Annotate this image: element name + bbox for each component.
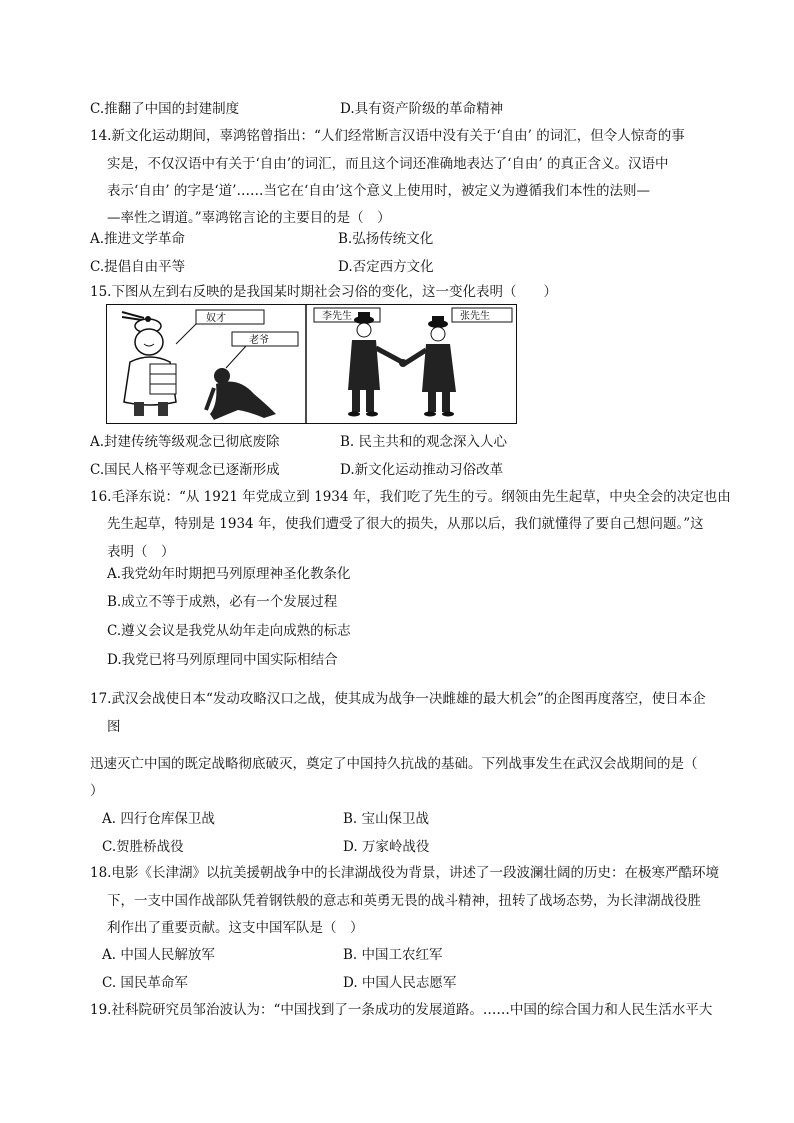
label-zhang: 张先生 (460, 311, 490, 322)
q17-stem-line-3: 迅速灭亡中国的既定战略彻底破灭，奠定了中国持久抗战的基础。下列战事发生在武汉会战期间的是（ (90, 756, 698, 772)
q15-option-d: D.新文化运动推动习俗改革 (340, 462, 504, 478)
q14-stem-line-2: 实是，不仅汉语中有关于‘自由’的词汇，而且这个词还准确地表达了‘自由’ 的真正含义。汉语中 (107, 156, 669, 172)
q17-option-a: A. 四行仓库保卫战 (102, 811, 215, 827)
q14-stem-line-1: 14.新文化运动期间，辜鸿铭曾指出：“人们经常断言汉语中没有关于‘自由’ 的词汇，但令人惊奇的事 (90, 128, 685, 144)
q18-option-c: C. 国民革命军 (102, 975, 188, 991)
label-master: 老爷 (249, 335, 269, 346)
q14-option-c: C.提倡自由平等 (90, 259, 186, 275)
q17-option-c: C.贺胜桥战役 (102, 839, 184, 855)
q18-stem-line-1: 18.电影《长津湖》以抗美援朝战争中的长津湖战役为背景，讲述了一段波澜壮阔的历史：在极寒严酷环境 (90, 865, 719, 881)
q18-option-d: D. 中国人民志愿军 (343, 975, 457, 991)
q16-option-b: B.成立不等于成熟，必有一个发展过程 (107, 594, 338, 610)
q15-stem-line-1: 15.下图从左到右反映的是我国某时期社会习俗的变化，这一变化表明（ ） (90, 284, 557, 300)
q18-stem-line-2: 下，一支中国作战部队凭着钢铁般的意志和英勇无畏的战斗精神，扭转了战场态势，为长津湖战役胜 (107, 893, 701, 909)
cartoon-illustration (106, 304, 517, 424)
label-li: 李先生 (322, 311, 352, 322)
q14-option-b: B.弘扬传统文化 (338, 231, 434, 247)
label-servant: 奴才 (206, 313, 226, 324)
q15-option-a: A.封建传统等级观念已彻底废除 (90, 434, 280, 450)
q15-option-b: B. 民主共和的观念深入人心 (340, 434, 508, 450)
q17-stem-line-2: 图 (107, 719, 121, 735)
q17-stem-line-1: 17.武汉会战使日本“发动攻略汉口之战，使其成为战争一决雌雄的最大机会”的企图再度落空，使日本企 (90, 691, 706, 707)
handshake (399, 359, 407, 367)
q18-stem-line-3: 利作出了重要贡献。这支中国军队是（ ） (107, 920, 364, 936)
q16-option-d: D.我党已将马列原理同中国实际相结合 (107, 652, 338, 668)
q18-option-a: A. 中国人民解放军 (102, 947, 215, 963)
q18-option-b: B. 中国工农红军 (343, 947, 443, 963)
q17-option-b: B. 宝山保卫战 (343, 811, 430, 827)
q13-option-c: C.推翻了中国的封建制度 (90, 101, 240, 117)
q14-option-d: D.否定西方文化 (338, 259, 434, 275)
q16-option-c: C.遵义会议是我党从幼年走向成熟的标志 (107, 623, 351, 639)
q13-option-d: D.具有资产阶级的革命精神 (340, 101, 504, 117)
q14-stem-line-4: —率性之谓道。”辜鸿铭言论的主要目的是（ ） (107, 210, 391, 226)
social-custom-cartoon (106, 304, 517, 424)
q16-stem-line-2: 先生起草，特别是 1934 年，使我们遭受了很大的损失，从那以后，我们就懂得了要自己想问题。”这 (107, 516, 704, 532)
q15-option-c: C.国民人格平等观念已逐渐形成 (90, 462, 280, 478)
q14-option-a: A.推进文学革命 (90, 231, 186, 247)
q16-stem-line-1: 16.毛泽东说：“从 1921 年党成立到 1934 年，我们吃了先生的亏。纲领由先生起草，中央全会的决定也由 (90, 489, 731, 505)
q17-option-d: D. 万家岭战役 (343, 839, 430, 855)
q16-option-a: A.我党幼年时期把马列原理神圣化教条化 (107, 566, 351, 582)
q19-stem-line-1: 19.社科院研究员邹治波认为：“中国找到了一条成功的发展道路。……中国的综合国力和人民生活水平大 (90, 1002, 713, 1018)
q14-stem-line-3: 表示‘自由’ 的字是‘道’……当它在‘自由’这个意义上使用时，被定义为遵循我们本性的法则— (107, 183, 651, 199)
q17-stem-line-4: ） (90, 783, 104, 799)
q16-stem-line-3: 表明（ ） (107, 544, 175, 560)
